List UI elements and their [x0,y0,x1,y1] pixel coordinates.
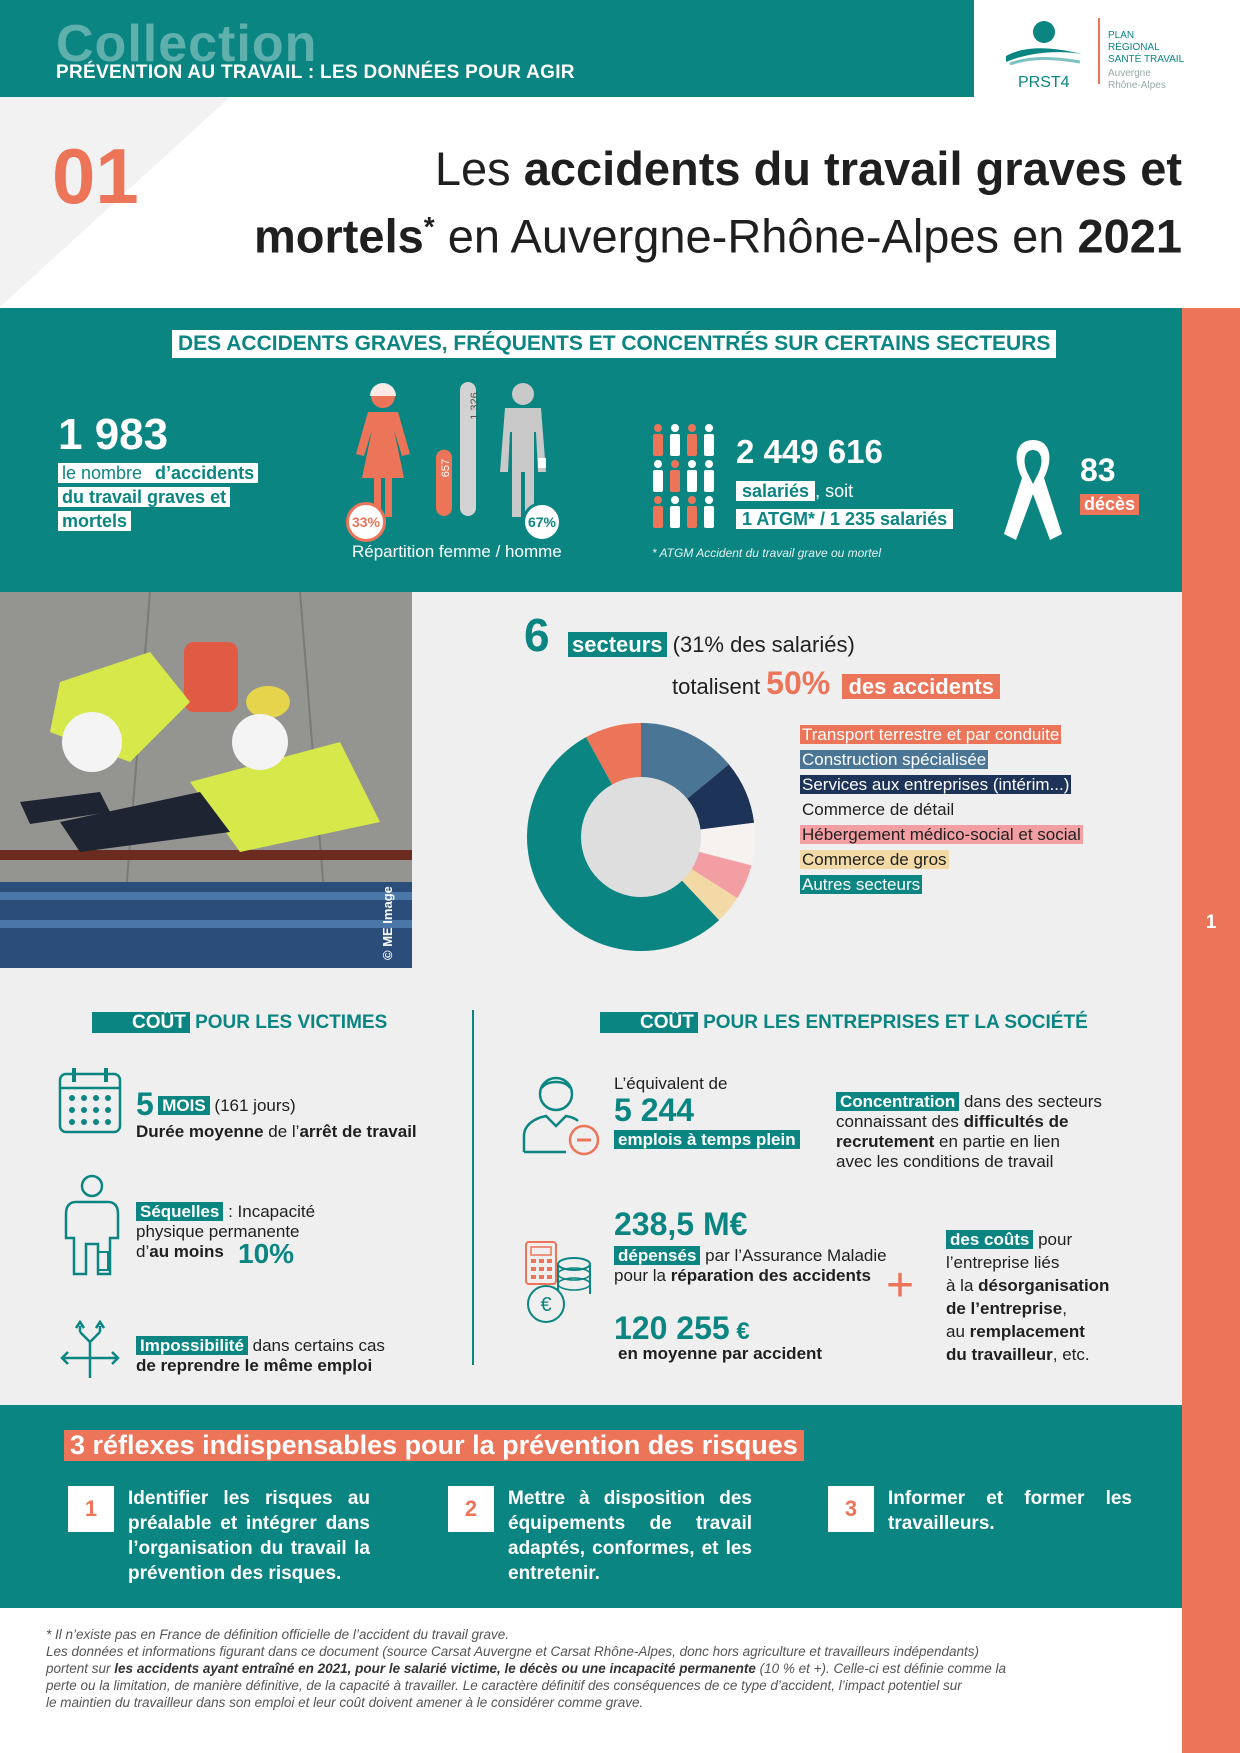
page-title: Les accidents du travail graves et mortels* en Auvergne-Rhône-Alpes en 2021 [253,142,1182,263]
spent-text: dépensés par l’Assurance Maladie pour la réparation des accidents [614,1246,887,1285]
crowd-person-head [654,424,662,432]
legend-item: Commerce de détail [802,800,955,819]
logo-acronym: PRST4 [1018,74,1070,91]
women-pct-badge: 33% [346,502,386,542]
sequelae-text: Séquelles : Incapacité physique permanente d’au moins [136,1202,316,1261]
footnote: * Il n’existe pas en France de définition officielle de l’accident du travail grave. Les données et informations figurant dans ce document (source Carsat Auvergne et Carsat Rhône-Alpes, donc hors agriculture et travailleurs indépendants) portent sur les accidents ayant entraîné en 2021, pour le salarié victime, le décès ou une incapacité permanente (10 % et +). Celle-ci est définie comme la perte ou la limitation, de manière définitive, de la capacité à travailler. Le caractère définitif des conséquences de ce type d’accident, l’impact potentiel sur le maintien du travailleur dans son emploi et leur coût doivent amener à le considérer comme grave. [46,1627,1007,1710]
legend-item: Autres secteurs [802,875,921,894]
average-cost-label: en moyenne par accident [618,1344,823,1363]
sequelae-pct: 10% [238,1238,295,1269]
header-band [0,0,974,97]
collection-word: Collection [56,15,318,73]
calendar-icon [58,1066,122,1136]
man-icon [500,383,546,517]
crowd-person-head [671,424,679,432]
donut-hole [581,777,701,897]
crowd-person-head [688,460,696,468]
crowd-person-head [654,496,662,504]
equivalent-label: L’équivalent de [614,1074,728,1093]
reflexes-title: 3 réflexes indispensables pour la prévention des risques [64,1430,804,1461]
reflex-1-text: Identifier les risques au préalable et intégrer dans l’organisation du travail la prévention des risques. [128,1488,370,1584]
sector-legend [800,724,1120,899]
men-pct-badge: 67% [522,502,562,542]
reflex-3-number: 3 [828,1486,874,1532]
side-bar [1182,308,1240,1753]
crowd-person-body [670,434,680,456]
stats-heading: DES ACCIDENTS GRAVES, FRÉQUENTS ET CONCENTRÉS SUR CERTAINS SECTEURS [172,330,1056,358]
document-number: 01 [52,132,139,220]
crowd-person-head [671,496,679,504]
photo-credit: © ME Image [380,886,395,960]
worker-minus-icon [522,1072,602,1158]
sector-donut-chart [526,722,756,952]
column-divider [472,1010,474,1365]
page-number: 1 [1205,912,1217,933]
legend-item: Hébergement médico-social et social [802,825,1081,844]
jobs-count: 5 244 [614,1092,695,1128]
crowd-person-head [654,460,662,468]
crowd-person-head [671,460,679,468]
jobs-label: emplois à temps plein [614,1130,800,1150]
crowd-person-head [688,496,696,504]
series-title: PRÉVENTION AU TRAVAIL : LES DONNÉES POUR AGIR [56,62,575,83]
total-accidents: 1 983 [58,410,169,459]
victims-cost-title: COÛT POUR LES VICTIMES [92,1012,387,1034]
total-accidents-label: le nombre d’accidents du travail graves et mortels [58,462,278,534]
prst4-logo [974,0,1240,97]
duration-value: 5 MOIS (161 jours) [136,1086,296,1122]
sectors-total: totalisent 50% des accidents [672,665,1000,702]
impossibility-text: Impossibilité dans certains cas de reprendre le même emploi [136,1336,385,1375]
crowd-person-head [705,496,713,504]
sectors-label: secteurs (31% des salariés) [568,632,855,658]
men-count: 1 326 [469,392,481,420]
gender-split-label: Répartition femme / homme [352,542,562,561]
ribbon-icon [1002,436,1064,546]
crowd-person-body [687,470,697,492]
logo-figure-icon [1004,20,1084,68]
reflex-2-text: Mettre à disposition des équipements de travail adaptés, conformes, et les entretenir. [508,1488,752,1584]
companies-cost-title: COÛT POUR LES ENTREPRISES ET LA SOCIÉTÉ [600,1012,1088,1034]
logo-divider [1098,18,1100,84]
atgm-note: * ATGM Accident du travail grave ou mortel [652,546,881,560]
reflex-2-number: 2 [448,1486,494,1532]
legend-item: Commerce de gros [802,850,947,869]
legend-item: Services aux entreprises (intérim...) [802,775,1070,794]
women-count: 657 [440,458,452,478]
logo-text: PLAN RÉGIONAL SANTÉ TRAVAIL Auvergne Rhône-Alpes [1108,30,1185,91]
reflex-3-text: Informer et former les travailleurs. [888,1488,1132,1534]
deaths-count: 83 [1080,452,1116,488]
company-costs-text: des coûts pour l’entreprise liés à la désorganisation de l’entreprise, au remplacement du travailleur, etc. [946,1230,1110,1364]
crowd-person-head [705,424,713,432]
crowd-person-body [670,470,680,492]
legend-item: Construction spécialisée [802,750,987,769]
svg-text:€: € [540,1294,552,1316]
accident-photo [0,592,412,968]
concentration-text: Concentration dans des secteurs connaissant des difficultés de recrutement en partie en lien avec les conditions de travail [836,1092,1102,1171]
average-cost: 120 255 € [614,1310,750,1346]
duration-label: Durée moyenne de l’arrêt de travail [136,1122,417,1141]
employees-label: salariés , soit [736,481,853,502]
injured-person-icon [62,1174,122,1278]
deaths-label: décès [1080,494,1139,515]
crowd-person-body [687,434,697,456]
crossroads-arrows-icon [58,1318,122,1380]
crowd-person-body [653,506,663,528]
legend-item: Transport terrestre et par conduite [802,725,1060,744]
sectors-count: 6 [524,609,550,661]
crowd-person-head [705,460,713,468]
crowd-person-body [704,434,714,456]
crowd-person-body [653,434,663,456]
crowd-person-body [670,506,680,528]
crowd-person-body [687,506,697,528]
crowd-icon [650,420,722,530]
atgm-ratio: 1 ATGM* / 1 235 salariés [736,509,953,530]
calculator-coins-icon [522,1240,594,1326]
reflex-1-number: 1 [68,1486,114,1532]
crowd-person-head [688,424,696,432]
crowd-person-body [653,470,663,492]
employees-count: 2 449 616 [736,433,883,470]
crowd-person-body [704,506,714,528]
plus-sign: + [886,1259,915,1312]
woman-icon [356,383,410,517]
crowd-person-body [704,470,714,492]
spent-amount: 238,5 M€ [614,1206,748,1242]
